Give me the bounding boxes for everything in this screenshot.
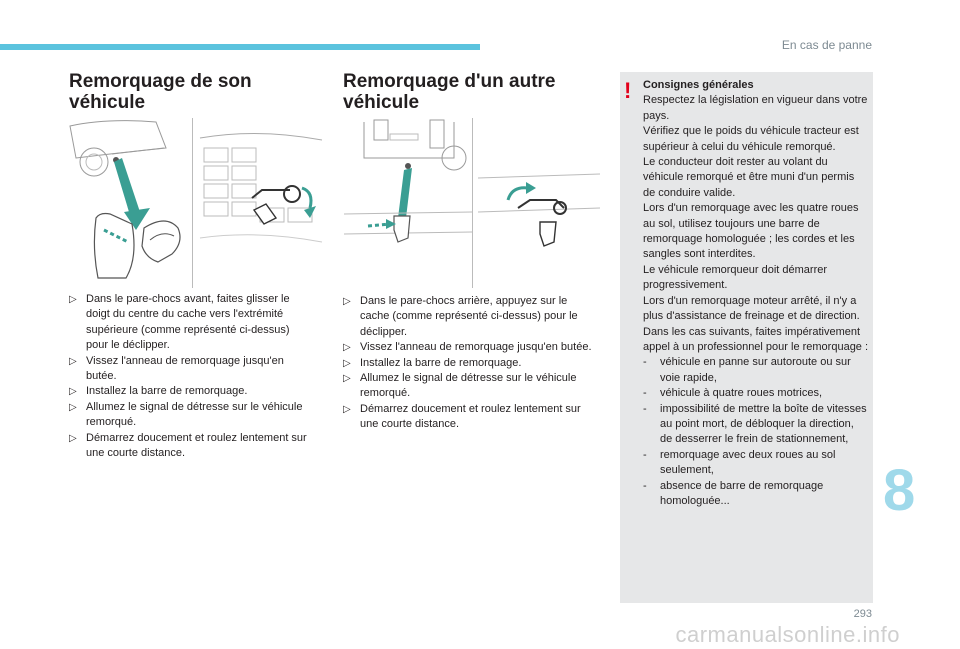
list-item: - véhicule à quatre roues motrices, <box>643 387 823 400</box>
instructions-heading: Consignes générales <box>643 79 754 91</box>
step-text: Démarrez doucement et roulez lentement sur une courte distance. <box>86 431 307 460</box>
step-text: Vissez l'anneau de remorquage jusqu'en butée. <box>86 354 284 383</box>
arrow-marker-icon: ▷ <box>343 403 351 415</box>
list-item <box>343 356 597 371</box>
arrow-marker-icon: ▷ <box>343 296 351 307</box>
list-item <box>69 400 311 431</box>
rear-bumper-cover-illustration <box>344 118 472 290</box>
middle-title-line-1: Remorquage d'un autre <box>343 71 556 92</box>
left-section-title <box>69 71 252 113</box>
step-text: Dans le pare-chocs arrière, appuyez sur le cache (comme représenté ci-dessus) pour le déclipper. <box>360 295 578 338</box>
list-item: - impossibilité de mettre la boîte de vitesses au point mort, de débloquer la direction, de desserrer le frein de stationnement, <box>643 402 867 446</box>
list-item <box>343 371 597 402</box>
left-steps-list <box>69 292 311 461</box>
list-item: - absence de barre de remorquage homologuée... <box>643 479 824 507</box>
left-title-line-2: véhicule <box>69 92 146 113</box>
instruction-paragraph: Le conducteur doit rester au volant du véhicule remorqué et être muni d'un permis de conduire valide. <box>643 156 855 199</box>
step-text: Installez la barre de remorquage. <box>360 356 522 369</box>
instruction-paragraph: Le véhicule remorqueur doit démarrer progressivement. <box>643 263 828 292</box>
instruction-paragraph: Lors d'un remorquage avec les quatre roues au sol, utilisez toujours une barre de remorquage homologuée ; les cordes et les sangles sont interdites. <box>643 202 859 261</box>
instructions-text <box>643 78 869 509</box>
instruction-paragraph: Lors d'un remorquage moteur arrêté, il n'y a plus d'assistance de freinage et de direction. <box>643 294 860 323</box>
illustration-divider <box>472 118 473 288</box>
arrow-marker-icon: ▷ <box>69 401 77 413</box>
arrow-marker-icon: ▷ <box>69 432 77 444</box>
bullet-text: impossibilité de mettre la boîte de vitesses au point mort, de débloquer la direction, de desserrer le frein de stationnement, <box>660 402 867 446</box>
arrow-marker-icon: ▷ <box>343 373 351 385</box>
arrow-marker-icon: ▷ <box>343 357 351 369</box>
step-text: Allumez le signal de détresse sur le véhicule remorqué. <box>360 372 577 400</box>
list-item <box>69 292 311 354</box>
list-item <box>343 340 597 355</box>
step-text: Dans le pare-chocs avant, faites glisser le doigt du centre du cache vers l'extrémité supérieure (comme représenté ci-dessus) pour le déclipper. <box>86 293 290 352</box>
watermark: carmanualsonline.info <box>675 622 900 647</box>
bullet-text: remorquage avec deux roues au sol seulement, <box>660 448 836 477</box>
middle-steps-list <box>343 294 597 433</box>
instruction-paragraph: Respectez la législation en vigueur dans votre pays. <box>643 94 868 122</box>
instruction-paragraph: Dans les cas suivants, faites impérativement appel à un professionnel pour le remorquage : <box>643 325 869 353</box>
chapter-number: 8 <box>883 458 916 523</box>
list-item: - remorquage avec deux roues au sol seulement, <box>643 448 836 477</box>
front-bumper-cover-illustration <box>66 118 192 290</box>
step-text: Installez la barre de remorquage. <box>86 385 248 398</box>
list-item <box>343 294 597 340</box>
list-item <box>69 384 311 399</box>
rear-tow-ring-illustration <box>478 118 600 290</box>
arrow-marker-icon: ▷ <box>69 355 77 367</box>
instruction-paragraph: Vérifiez que le poids du véhicule tracteur est supérieur à celui du véhicule remorqué. <box>643 125 859 153</box>
exclamation-icon: ! <box>624 78 632 103</box>
page-number: 293 <box>853 608 872 620</box>
list-item <box>343 402 597 433</box>
step-text: Vissez l'anneau de remorquage jusqu'en butée. <box>360 341 592 354</box>
middle-title-line-2: véhicule <box>343 92 420 113</box>
list-item: - véhicule en panne sur autoroute ou sur voie rapide, <box>643 356 851 384</box>
illustration-divider <box>192 118 193 288</box>
step-text: Allumez le signal de détresse sur le véhicule remorqué. <box>86 400 303 429</box>
bullet-text: absence de barre de remorquage homologuée... <box>660 479 824 507</box>
bullet-text: véhicule à quatre roues motrices, <box>660 387 823 400</box>
bullet-text: véhicule en panne sur autoroute ou sur voie rapide, <box>660 356 851 384</box>
step-text: Démarrez doucement et roulez lentement sur une courte distance. <box>360 402 581 431</box>
arrow-marker-icon: ▷ <box>343 342 351 354</box>
general-instructions-box <box>620 72 873 603</box>
header-accent-bar <box>0 44 480 50</box>
arrow-marker-icon: ▷ <box>69 386 77 398</box>
middle-section-title <box>343 71 556 113</box>
front-tow-ring-illustration <box>198 118 324 290</box>
left-title-line-1: Remorquage de son <box>69 71 252 92</box>
arrow-marker-icon: ▷ <box>69 294 77 305</box>
section-header: En cas de panne <box>781 38 872 52</box>
list-item <box>69 354 311 385</box>
list-item <box>69 431 311 462</box>
